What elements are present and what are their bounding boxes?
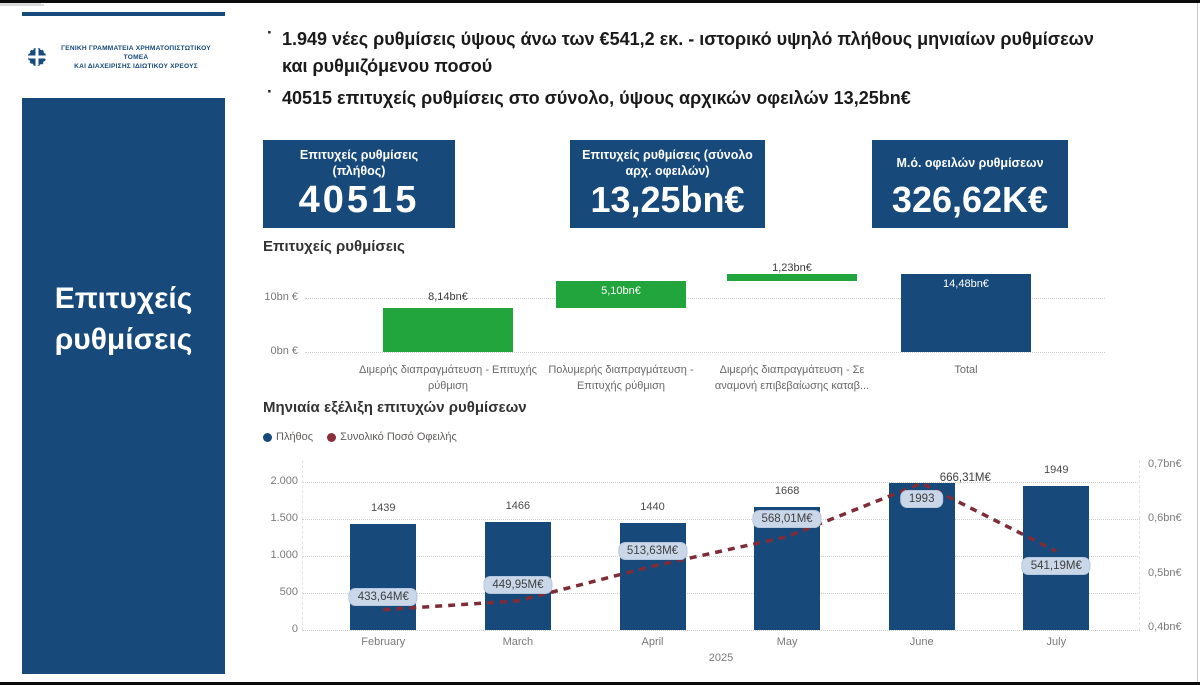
waterfall-y-tick-label: 0bn €: [270, 345, 298, 357]
combo-bar-label: 1466: [505, 499, 531, 512]
combo-gridline: [302, 593, 1140, 594]
combo-gridline: [302, 482, 1140, 483]
waterfall-bar[interactable]: [727, 274, 857, 281]
line-data-label: 513,63M€: [618, 542, 687, 560]
headline-bullet-2: · 40515 επιτυχείς ρυθμίσεις στο σύνολο, ύψους αρχικών οφειλών 13,25bn€: [282, 85, 1110, 112]
combo-plot-right-edge: [1139, 460, 1140, 630]
combo-right-tick-label: 0,7bn€: [1148, 458, 1182, 470]
org-name-line2: ΚΑΙ ΔΙΑΧΕΙΡΙΣΗΣ ΙΔΙΩΤΙΚΟΥ ΧΡΕΟΥΣ: [74, 62, 198, 70]
legend-item-total-debt[interactable]: [327, 431, 457, 443]
window-right-edge: [1197, 0, 1198, 685]
line-data-label: 541,19M€: [1022, 557, 1091, 575]
combo-gridline: [302, 519, 1140, 520]
combo-bar[interactable]: [620, 523, 686, 630]
combo-right-tick-label: 0,5bn€: [1148, 566, 1182, 579]
kpi-title: Επιτυχείς ρυθμίσεις (πλήθος): [299, 148, 419, 178]
combo-bar-label: 1949: [1044, 463, 1069, 476]
combo-plot-left-edge: [302, 460, 303, 630]
legend-dot-maroon-icon: [327, 433, 336, 442]
kpi-card-initial-debt-total: [570, 140, 765, 228]
kpi-value: 326,62K€: [891, 179, 1049, 220]
waterfall-category-label: Total: [954, 364, 978, 376]
line-data-label: 433,64M€: [349, 588, 418, 606]
waterfall-bar-label: 5,10bn€: [601, 284, 641, 297]
sidebar: [22, 12, 225, 674]
waterfall-bar-label: 8,14bn€: [428, 291, 468, 304]
legend-label: Πλήθος: [276, 431, 314, 443]
org-name-line1: ΓΕΝΙΚΗ ΓΡΑΜΜΑΤΕΙΑ ΧΡΗΜΑΤΟΠΙΣΤΩΤΙΚΟΥ ΤΟΜΕΑ: [61, 44, 211, 61]
x-axis-month-label: April: [641, 636, 664, 648]
waterfall-category-label: Διμερής διαπραγμάτευση - Σε αναμονή επιβεβαίωσης καταβ...: [714, 364, 870, 392]
kpi-card-successful-count: [263, 140, 455, 228]
legend-label: Συνολικό Ποσό Οφειλής: [340, 431, 457, 443]
waterfall-connector: [0, 4, 44, 6]
combo-bar-label: 1440: [640, 501, 665, 514]
report-page-title: Επιτυχείς ρυθμίσεις: [54, 282, 193, 356]
window-top-edge: [0, 0, 1200, 3]
headline-bullets: [282, 26, 1110, 117]
combo-gridline: [302, 630, 1140, 631]
kpi-value: 13,25bn€: [590, 179, 745, 220]
waterfall-category-label: Διμερής διαπραγμάτευση - Επιτυχής ρύθμιση: [359, 364, 537, 392]
combo-right-tick-label: 0,6bn€: [1148, 512, 1182, 525]
waterfall-gridline: [305, 352, 1105, 353]
kpi-title: Μ.ό. οφειλών ρυθμίσεων: [896, 155, 1044, 170]
combo-chart-title: Μηνιαία εξέλιξη επιτυχών ρυθμίσεων: [263, 399, 527, 416]
line-data-label: 666,31M€: [939, 472, 991, 485]
greek-emblem-icon: [27, 47, 47, 67]
waterfall-chart-title: Επιτυχείς ρυθμίσεις: [263, 238, 405, 255]
kpi-card-average-debt: [872, 140, 1068, 228]
combo-bar[interactable]: [350, 524, 416, 630]
headline-bullet-1: · 1.949 νέες ρυθμίσεις ύψους άνω των €541,2 εκ. - ιστορικό υψηλό πλήθους μηνιαίων ρυθμίσεων και ρυθμιζόμενου ποσού: [282, 26, 1110, 80]
waterfall-bar[interactable]: [383, 308, 513, 352]
line-data-label: 449,95M€: [483, 576, 552, 594]
combo-left-tick-label: 1.500: [270, 512, 298, 524]
waterfall-bar-label: 14,48bn€: [943, 277, 989, 290]
waterfall-y-tick-label: 10bn €: [264, 291, 298, 303]
combo-left-tick-label: 2.000: [270, 475, 298, 487]
waterfall-category-label: Πολυμερής διαπραγμάτευση - Επιτυχής ρύθμιση: [548, 364, 694, 392]
combo-right-tick-label: 0,4bn€: [1148, 621, 1182, 633]
waterfall-bar-label: 1,23bn€: [772, 261, 812, 274]
combo-left-tick-label: 1.000: [270, 549, 298, 561]
combo-left-tick-label: 0: [291, 623, 298, 635]
x-axis-month-label: February: [361, 636, 406, 648]
legend-dot-blue-icon: [263, 433, 272, 442]
kpi-title: Επιτυχείς ρυθμίσεις (σύνολο αρχ. οφειλών): [582, 148, 753, 178]
x-axis-month-label: June: [909, 636, 934, 648]
kpi-value: 40515: [298, 179, 420, 221]
x-axis-month-label: July: [1046, 636, 1067, 648]
legend-item-count[interactable]: [263, 431, 313, 443]
line-data-label: 568,01M€: [753, 510, 822, 528]
x-axis-month-label: March: [502, 636, 534, 648]
combo-bar-label: 1668: [774, 484, 800, 497]
combo-gridline: [302, 556, 1140, 557]
org-logo-box: [22, 16, 225, 98]
x-axis-month-label: May: [776, 636, 798, 648]
x-axis-year-label: 2025: [708, 652, 734, 664]
combo-bar-label: 1993: [900, 490, 944, 508]
org-name: [52, 44, 220, 71]
combo-left-tick-label: 500: [279, 586, 298, 598]
combo-chart-legend: [263, 431, 457, 443]
combo-bar-label: 1439: [371, 501, 396, 514]
